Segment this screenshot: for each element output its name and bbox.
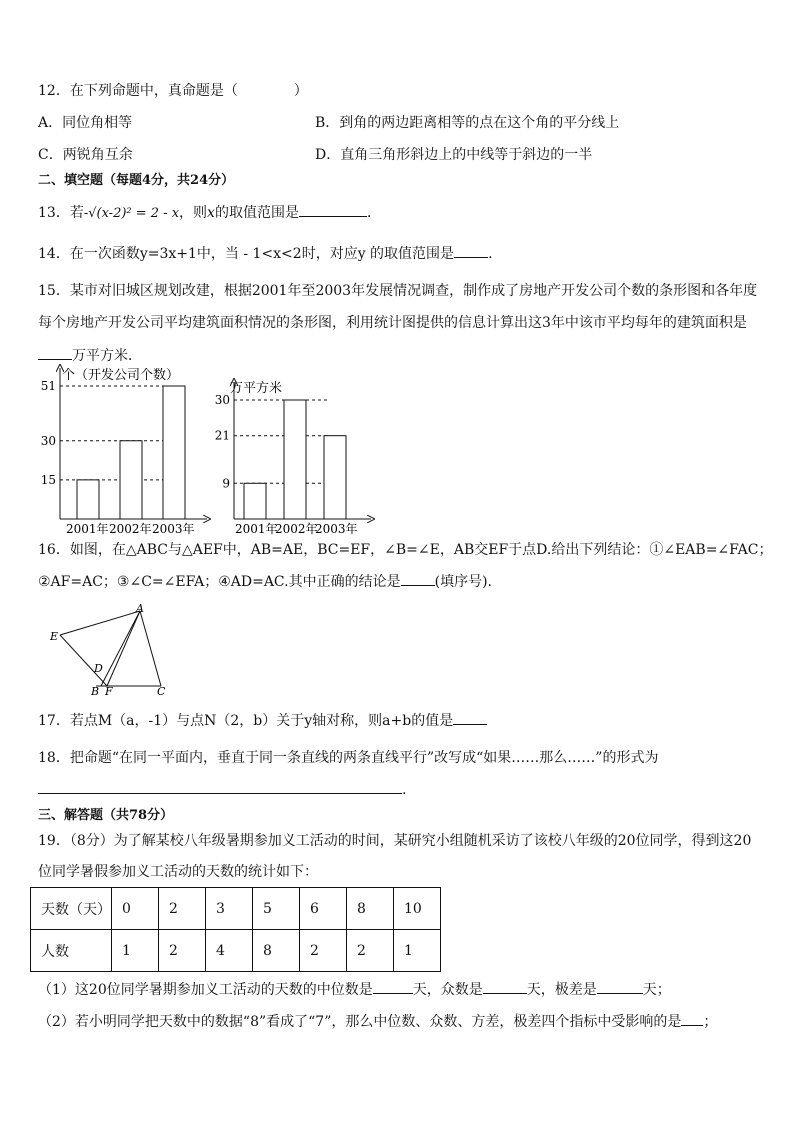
q17-answer-blank[interactable] xyxy=(453,710,487,725)
chart2-bar xyxy=(324,436,346,519)
table-cell: 0 xyxy=(112,888,159,930)
q13-pre: 13．若 xyxy=(38,205,84,221)
q18-answer-blank[interactable] xyxy=(38,779,402,794)
q19-line-1: 19．（8分）为了解某校八年级暑期参加义工活动的时间，某研究小组随机采访了该校八年级的20位同学，得到这20 xyxy=(38,833,752,849)
table-cell: 2 xyxy=(159,888,206,930)
chart2-ylabel: 万平方米 xyxy=(230,381,283,396)
q13-expression: -√(x-2)² = 2 - x xyxy=(83,206,180,221)
segment-af xyxy=(107,611,140,686)
q19-line-2: 位同学暑假参加义工活动的天数的统计如下： xyxy=(38,864,318,880)
segment-ef xyxy=(60,635,107,686)
table-header-days: 天数（天） xyxy=(31,888,112,930)
label-b: B xyxy=(91,685,100,698)
q14-text: 14．在一次函数y=3x+1中，当 - 1<x<2时，对应y 的取值范围是 xyxy=(38,246,455,262)
q19-affected-blank[interactable] xyxy=(681,1011,703,1026)
triangle-figure xyxy=(44,602,174,698)
q19-median-blank[interactable] xyxy=(373,979,413,994)
q15-unit: 万平方米． xyxy=(72,348,142,364)
q18-line-2 xyxy=(38,779,406,800)
q19-mode-blank[interactable] xyxy=(483,979,527,994)
segment-ab xyxy=(101,611,140,686)
q12-option-c: C．两锐角互余 xyxy=(38,147,133,163)
label-d: D xyxy=(94,662,103,675)
bar-chart-building-area xyxy=(214,378,374,536)
section-3-heading: 三、解答题（共78分） xyxy=(38,808,174,823)
q17-text: 17．若点M（a，-1）与点N（2，b）关于y轴对称，则a+b的值是 xyxy=(38,713,454,729)
chart1-bar xyxy=(77,480,99,519)
table-header-people: 人数 xyxy=(31,930,112,972)
chart1-tick-label: 51 xyxy=(40,379,56,393)
q19-sub-2-text: （2）若小明同学把天数中的数据“8”看成了“7”，那么中位数、众数、方差，极差四个指标中受影响的是 xyxy=(38,1014,682,1030)
q16-line-2-end: (填序号). xyxy=(434,574,492,590)
q14-end: . xyxy=(488,246,493,262)
q13-answer-blank[interactable] xyxy=(299,202,367,217)
table-cell: 2 xyxy=(159,930,206,972)
chart2-tick-label: 21 xyxy=(214,428,230,443)
chart2-category-label: 2002年 xyxy=(275,522,318,536)
chart1-ylabel: 个（开发公司个数） xyxy=(62,368,180,383)
chart1-bar xyxy=(163,386,185,519)
q18-end: . xyxy=(402,782,407,798)
chart1-category-label: 2001年 xyxy=(66,522,109,536)
q13-mid: ，则 xyxy=(179,205,208,221)
q19-sub-1-text-c: 天，极差是 xyxy=(526,982,597,998)
q12-stem: 12．在下列命题中，真命题是（ ） xyxy=(38,83,308,99)
q16-line-2-text: ②AF=AC；③∠C=∠EFA；④AD=AC.其中正确的结论是 xyxy=(38,574,401,590)
chart1-tick-label: 30 xyxy=(40,433,56,448)
label-a: A xyxy=(136,602,144,615)
chart2-category-label: 2001年 xyxy=(235,522,278,536)
label-c: C xyxy=(157,685,166,698)
q15-line-1: 15．某市对旧城区规划改建，根据2001年至2003年发展情况调查，制作成了房地产开发公司个数的条形图和各年度 xyxy=(38,283,758,299)
q19-sub-2 xyxy=(38,1011,717,1032)
q15-answer-blank[interactable] xyxy=(38,345,72,360)
statistics-table xyxy=(30,887,441,972)
q18-line-1: 18．把命题“在同一平面内，垂直于同一条直线的两条直线平行”改写成“如果……那么……”的形式为 xyxy=(38,750,659,766)
q17 xyxy=(38,710,487,731)
table-cell: 1 xyxy=(112,930,159,972)
table-cell: 3 xyxy=(206,888,253,930)
segment-ae xyxy=(60,611,140,635)
q12-option-b: B．到角的两边距离相等的点在这个角的平分线上 xyxy=(315,115,620,131)
chart1-category-label: 2003年 xyxy=(152,522,195,536)
table-cell: 10 xyxy=(394,888,441,930)
q13-post: 的取值范围是 xyxy=(214,205,299,221)
q19-sub-1-text-a: （1）这20位同学暑期参加义工活动的天数的中位数是 xyxy=(38,982,373,998)
table-cell: 1 xyxy=(394,930,441,972)
chart2-tick-label: 30 xyxy=(214,393,230,407)
q19-sub-1 xyxy=(38,979,671,1000)
q16-line-2 xyxy=(38,571,492,592)
table-cell: 6 xyxy=(300,888,347,930)
table-cell: 2 xyxy=(347,930,394,972)
table-cell: 5 xyxy=(253,888,300,930)
q19-sub-1-text-b: 天，众数是 xyxy=(412,982,483,998)
q15-line-2: 每个房地产开发公司平均建筑面积情况的条形图，利用统计图提供的信息计算出这3年中该市平均每年的建筑面积是 xyxy=(38,315,747,331)
label-f: F xyxy=(105,685,113,698)
table-cell: 4 xyxy=(206,930,253,972)
chart2-tick-label: 9 xyxy=(222,476,230,491)
q12-option-a: A．同位角相等 xyxy=(38,115,133,131)
segment-ac xyxy=(140,611,161,686)
table-cell: 8 xyxy=(347,888,394,930)
q19-sub-2-end: ； xyxy=(703,1014,718,1030)
q14 xyxy=(38,243,493,264)
q15-line-3 xyxy=(38,345,142,366)
table-row xyxy=(31,888,441,930)
chart1-tick-label: 15 xyxy=(40,472,56,487)
chart1-bar xyxy=(120,441,142,519)
q12-option-d: D．直角三角形斜边上的中线等于斜边的一半 xyxy=(315,147,593,163)
chart1-category-label: 2002年 xyxy=(109,522,152,536)
table-cell: 2 xyxy=(300,930,347,972)
chart2-bar xyxy=(284,400,306,519)
table-cell: 8 xyxy=(253,930,300,972)
q13-end: ． xyxy=(366,205,381,221)
q16-line-1: 16．如图，在△ABC与△AEF中，AB=AE，BC=EF，∠B=∠E，AB交EF于点D.给出下列结论：①∠EAB=∠FAC； xyxy=(38,542,773,558)
label-e: E xyxy=(50,630,59,643)
q16-answer-blank[interactable] xyxy=(401,571,435,586)
q13 xyxy=(38,202,381,224)
chart2-category-label: 2003年 xyxy=(315,522,358,536)
q14-answer-blank[interactable] xyxy=(454,243,488,258)
q13-variable: x xyxy=(207,205,215,221)
section-2-heading: 二、填空题（每题4分，共24分） xyxy=(38,173,235,188)
bar-chart-company-count xyxy=(32,364,210,536)
q19-range-blank[interactable] xyxy=(597,979,643,994)
chart2-bar xyxy=(244,483,266,519)
table-row xyxy=(31,930,441,972)
q19-sub-1-text-d: 天； xyxy=(642,982,671,998)
